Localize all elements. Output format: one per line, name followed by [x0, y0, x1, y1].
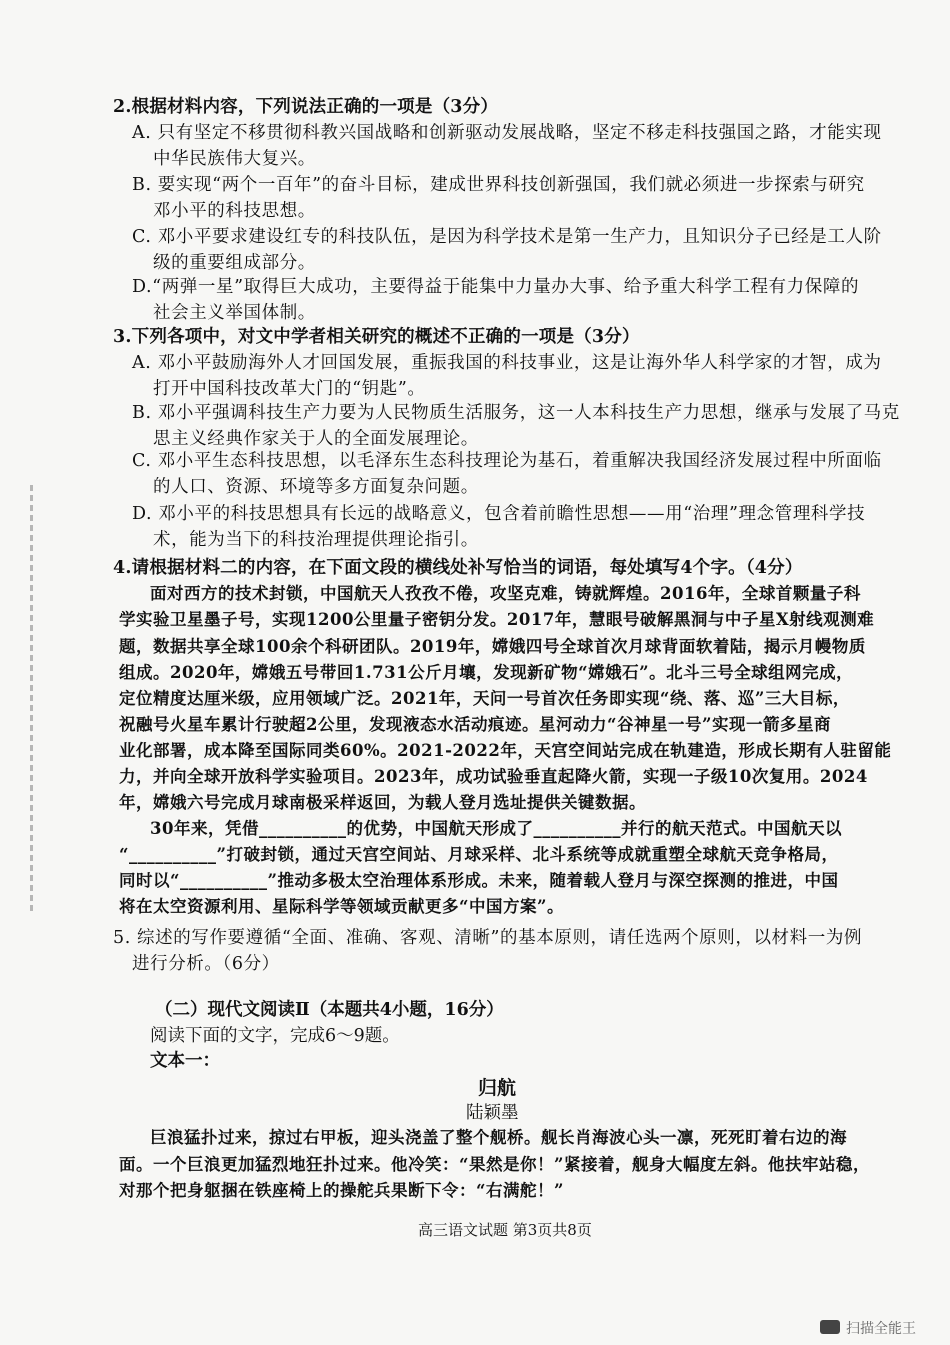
- q3-option-b-line1: B. 邓小平强调科技生产力要为人民物质生活服务，这一人本科技生产力思想，继承与发展了马克: [132, 403, 900, 423]
- q2-option-b-line2: 邓小平的科技思想。: [153, 201, 316, 221]
- q3-option-c-line2: 的人口、资源、环境等多方面复杂问题。: [153, 477, 479, 497]
- scanner-app-name: 扫描全能王: [846, 1321, 916, 1337]
- q3-option-c-line1: C. 邓小平生态科技思想，以毛泽东生态科技理论为基石，着重解决我国经济发展过程中所面临: [132, 451, 882, 471]
- q4-passage-line: 组成。2020年，嫦娥五号带回1.731公斤月壤，发现新矿物“嫦娥石”。北斗三号全球组网完成，: [119, 663, 854, 682]
- story-line: 面。一个巨浪更加猛烈地狂扑过来。他冷笑：“果然是你！”紧接着，舰身大幅度左斜。他扶牢站稳，: [119, 1155, 870, 1174]
- q4-passage-line: 学实验卫星墨子号，实现1200公里量子密钥分发。2017年，慧眼号破解黑洞与中子星X射线观测难: [119, 610, 875, 629]
- q2-option-c-line1: C. 邓小平要求建设红专的科技队伍，是因为科学技术是第一生产力，且知识分子已经是工人阶: [132, 227, 882, 247]
- q4-passage-line: 面对西方的技术封锁，中国航天人孜孜不倦，攻坚克难，铸就辉煌。2016年，全球首颗量子科: [150, 584, 861, 603]
- q4-passage-line: 题，数据共享全球100余个科研团队。2019年，嫦娥四号全球首次月球背面软着陆，揭示月幔物质: [119, 637, 866, 656]
- q3-stem: 3.下列各项中，对文中学者相关研究的概述不正确的一项是（3分）: [113, 327, 640, 347]
- q2-option-a-line1: A. 只有坚定不移贯彻科教兴国战略和创新驱动发展战略，坚定不移走科技强国之路，才能实现: [132, 123, 882, 143]
- q4-passage-line: 定位精度达厘米级，应用领域广泛。2021年，天问一号首次任务即实现“绕、落、巡”三大目标，: [119, 689, 850, 708]
- story-title: 归航: [478, 1077, 517, 1099]
- q5-line1: 5. 综述的写作要遵循“全面、准确、客观、清晰”的基本原则，请任选两个原则，以材料一为例: [113, 928, 863, 948]
- q3-option-a-line2: 打开中国科技改革大门的“钥匙”。: [153, 379, 426, 399]
- story-line: 对那个把身躯捆在铁座椅上的操舵兵果断下令：“右满舵！”: [119, 1181, 564, 1200]
- q4-fill-line: 同时以“__________”推动多极太空治理体系形成。未来，随着载人登月与深空探测的推进，中国: [119, 871, 839, 890]
- q4-passage-line: 力，并向全球开放科学实验项目。2023年，成功试验垂直起降火箭，实现一子级10次复用。2024: [119, 767, 868, 786]
- q2-option-d-line1: D.“两弹一星”取得巨大成功，主要得益于能集中力量办大事、给予重大科学工程有力保障的: [132, 277, 860, 297]
- q2-option-d-line2: 社会主义举国体制。: [153, 303, 316, 323]
- q5-line2: 进行分析。（6分）: [132, 954, 280, 974]
- section-heading: （二）现代文阅读Ⅱ（本题共4小题，16分）: [155, 1000, 504, 1020]
- page-footer: 高三语文试题 第3页共8页: [418, 1221, 592, 1239]
- q2-stem: 2.根据材料内容，下列说法正确的一项是（3分）: [113, 97, 499, 117]
- story-author: 陆颖墨: [466, 1103, 519, 1123]
- q4-passage-line: 祝融号火星车累计行驶超2公里，发现液态水活动痕迹。星河动力“谷神星一号”实现一箭多星商: [119, 715, 831, 734]
- q3-option-a-line1: A. 邓小平鼓励海外人才回国发展，重振我国的科技事业，这是让海外华人科学家的才智，成为: [132, 353, 882, 373]
- q4-fill-line: 30年来，凭借__________的优势，中国航天形成了__________并行的航天范式。中国航天以: [150, 819, 842, 838]
- q4-fill-line: “__________”打破封锁，通过天宫空间站、月球采样、北斗系统等成就重塑全球航天竞争格局，: [119, 845, 839, 864]
- scan-edge-mark: [30, 485, 33, 915]
- q3-option-b-line2: 思主义经典作家关于人的全面发展理论。: [153, 429, 479, 449]
- q2-option-a-line2: 中华民族伟大复兴。: [153, 149, 316, 169]
- q4-stem: 4.请根据材料二的内容，在下面文段的横线处补写恰当的词语，每处填写4个字。（4分）: [113, 558, 803, 578]
- q3-option-d-line2: 术，能为当下的科技治理提供理论指引。: [153, 530, 479, 550]
- scanner-app-icon: [820, 1320, 840, 1334]
- story-line: 巨浪猛扑过来，掠过右甲板，迎头浇盖了整个舰桥。舰长肖海波心头一凛，死死盯着右边的海: [150, 1128, 847, 1147]
- scanner-watermark: [820, 1318, 950, 1345]
- q4-fill-line: 将在太空资源利用、星际科学等领域贡献更多“中国方案”。: [119, 897, 564, 916]
- q3-option-d-line1: D. 邓小平的科技思想具有长远的战略意义，包含着前瞻性思想——用“治理”理念管理科学技: [132, 504, 866, 524]
- text-one-label: 文本一：: [150, 1051, 220, 1071]
- q2-option-c-line2: 级的重要组成部分。: [153, 253, 316, 273]
- q2-option-b-line1: B. 要实现“两个一百年”的奋斗目标，建成世界科技创新强国，我们就必须进一步探索与研究: [132, 175, 865, 195]
- section-instruction: 阅读下面的文字，完成6～9题。: [150, 1026, 400, 1046]
- q4-passage-line: 业化部署，成本降至国际同类60%。2021-2022年，天宫空间站完成在轨建造，形成长期有人驻留能: [119, 741, 892, 760]
- q4-passage-line: 年，嫦娥六号完成月球南极采样返回，为载人登月选址提供关键数据。: [119, 793, 646, 812]
